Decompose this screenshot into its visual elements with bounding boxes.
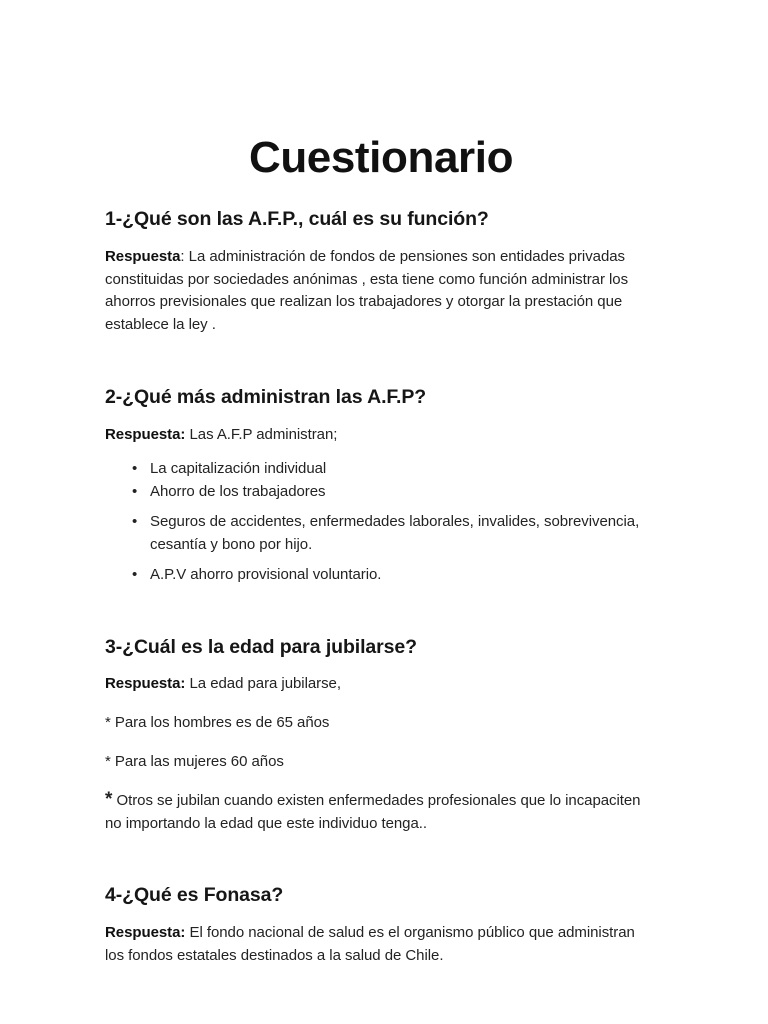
question-heading-4: 4-¿Qué es Fonasa? xyxy=(105,884,284,907)
star-line-2 xyxy=(105,751,657,774)
answer-paragraph-2 xyxy=(105,424,657,447)
answer-text-2: Las A.F.P administran; xyxy=(189,425,338,443)
bullet-icon: • xyxy=(132,459,138,477)
asterisk-icon: * xyxy=(105,714,111,732)
bullet-icon: • xyxy=(132,513,138,531)
answer-paragraph-3 xyxy=(105,673,657,696)
asterisk-icon: * xyxy=(105,752,111,770)
list-item-label: Seguros de accidentes, enfermedades laborales, invalides, sobrevivencia, cesantía y bono por hijo. xyxy=(150,513,640,553)
star-line-text: Otros se jubilan cuando existen enfermedades profesionales que lo incapaciten no importando la edad que este individuo tenga.. xyxy=(105,791,641,832)
list-item-label: La capitalización individual xyxy=(150,459,327,477)
star-line-text: Para los hombres es de 65 años xyxy=(114,714,330,732)
question-heading-2: 2-¿Qué más administran las A.F.P? xyxy=(105,385,427,408)
star-line-1 xyxy=(105,712,657,735)
star-line-3 xyxy=(105,790,657,836)
answer-separator-1: : xyxy=(180,247,189,265)
answer-label-3: Respuesta: xyxy=(105,675,186,693)
answer-text-3: La edad para jubilarse, xyxy=(189,675,341,693)
answer-label-1: Respuesta xyxy=(105,247,181,265)
list-item xyxy=(105,511,657,557)
page-title: Cuestionario xyxy=(248,133,514,182)
document-content xyxy=(105,0,657,968)
answer-text-1: La administración de fondos de pensiones son entidades privadas constituidas por sociedades anónimas , esta tiene como función administrar los ahorros previsionales que realizan los trabajadores y otorgar la prestación que establece la ley . xyxy=(105,247,629,334)
star-line-text: Para las mujeres 60 años xyxy=(114,752,284,770)
list-item-label: A.P.V ahorro provisional voluntario. xyxy=(150,565,382,583)
list-item xyxy=(105,481,657,504)
answer-label-4: Respuesta: xyxy=(105,924,186,942)
answer-text-4: El fondo nacional de salud es el organismo público que administran los fondos estatales destinados a la salud de Chile. xyxy=(105,924,635,964)
question-heading-3: 3-¿Cuál es la edad para jubilarse? xyxy=(105,635,417,658)
list-item-label: Ahorro de los trabajadores xyxy=(150,483,326,501)
bullet-icon: • xyxy=(132,483,138,501)
list-item xyxy=(105,458,657,481)
list-item xyxy=(105,564,657,587)
answer-paragraph-1 xyxy=(105,246,657,337)
question-heading-1: 1-¿Qué son las A.F.P., cuál es su función? xyxy=(105,208,489,230)
answer-paragraph-4 xyxy=(105,922,657,968)
answer-bullet-list-2 xyxy=(105,458,657,587)
answer-label-2: Respuesta: xyxy=(105,425,186,443)
bullet-icon: • xyxy=(132,565,138,583)
asterisk-icon: * xyxy=(105,788,113,810)
